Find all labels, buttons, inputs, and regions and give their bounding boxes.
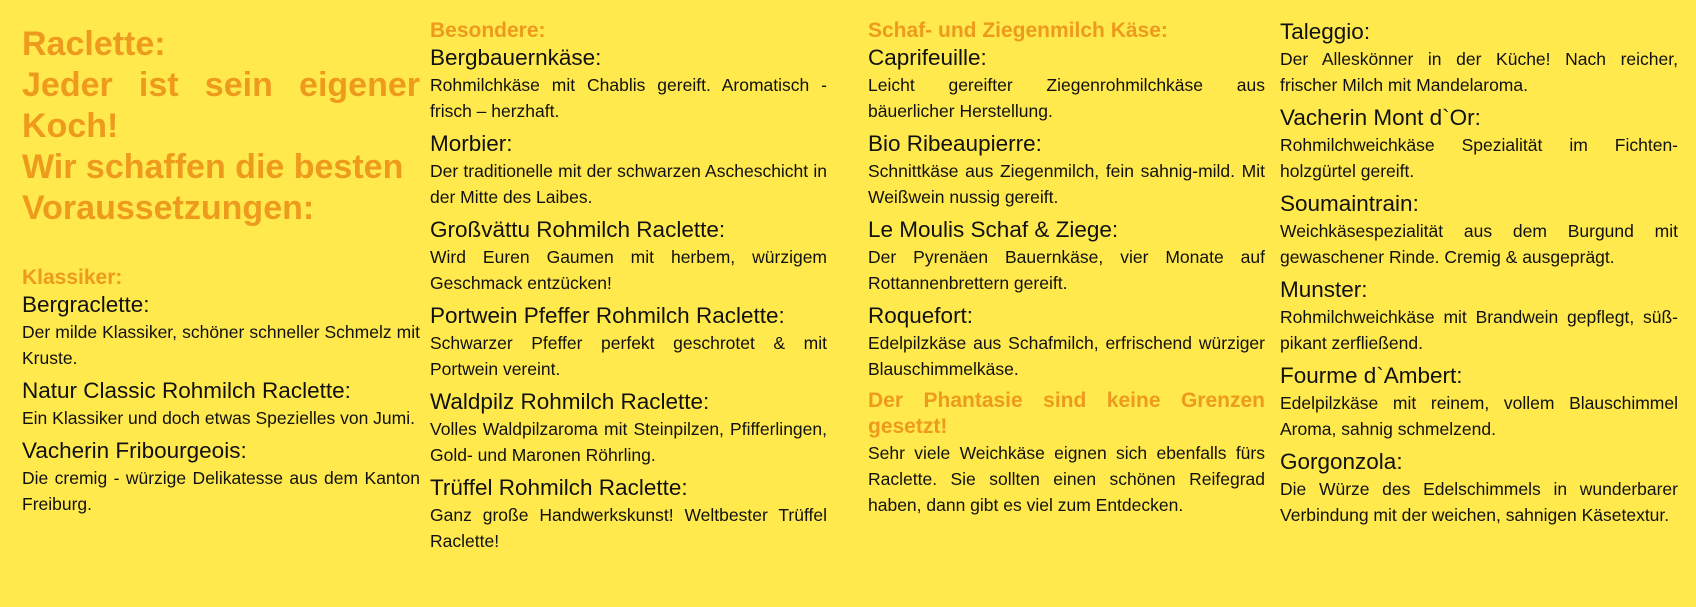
hero-line: Raclette: <box>22 25 166 63</box>
cheese-description: Edelpilzkäse aus Schafmilch, erfrischend würziger Blauschimmelkäse. <box>868 333 1265 379</box>
cheese-item <box>22 377 420 431</box>
cheese-name: Soumaintrain: <box>1280 191 1419 216</box>
cheese-item <box>868 302 1265 382</box>
cheese-description: Rohmilchkäse mit Chablis gereift. Aromatisch - frisch – herzhaft. <box>430 75 827 121</box>
cheese-item <box>1280 104 1678 184</box>
cheese-item <box>22 291 420 371</box>
cheese-name: Großvättu Rohmilch Raclette: <box>430 217 726 242</box>
hero-heading <box>22 24 420 229</box>
cheese-name: Munster: <box>1280 277 1368 302</box>
closing-text: Sehr viele Weichkäse eignen sich ebenfalls fürs Raclette. Sie sollten einen schönen Reifegrad haben, dann gibt es viel zum Entdecken. <box>868 443 1265 515</box>
cheese-item <box>868 216 1265 296</box>
cheese-name: Natur Classic Rohmilch Raclette: <box>22 378 351 403</box>
cheese-item <box>1280 448 1678 528</box>
column-schaf-ziegenmilch <box>868 18 1265 518</box>
cheese-item <box>430 302 827 382</box>
cheese-item <box>1280 362 1678 442</box>
cheese-description: Wird Euren Gaumen mit herbem, würzigem Geschmack entzücken! <box>430 247 827 293</box>
cheese-item <box>430 216 827 296</box>
cheese-description: Schnittkäse aus Ziegenmilch, fein sahnig-mild. Mit Weißwein nussig gereift. <box>868 161 1265 207</box>
section-heading: Schaf- und Ziegenmilch Käse: <box>868 19 1168 42</box>
cheese-name: Vacherin Fribourgeois: <box>22 438 247 463</box>
cheese-item <box>430 130 827 210</box>
cheese-description: Ein Klassiker und doch etwas Spezielles von Jumi. <box>22 408 415 428</box>
cheese-item <box>22 437 420 517</box>
cheese-description: Der Pyrenäen Bauernkäse, vier Monate auf Rottannenbrettern gereift. <box>868 247 1265 293</box>
cheese-item <box>1280 18 1678 98</box>
cheese-name: Vacherin Mont d`Or: <box>1280 105 1481 130</box>
cheese-description: Leicht gereifter Ziegenrohmilchkäse aus bäuerlicher Herstellung. <box>868 75 1265 121</box>
cheese-item <box>430 44 827 124</box>
section-heading: Klassiker: <box>22 266 123 289</box>
cheese-description: Der Alleskönner in der Küche! Nach reicher, frischer Milch mit Mandelaroma. <box>1280 49 1678 95</box>
column-klassiker <box>22 18 420 523</box>
cheese-description: Der milde Klassiker, schöner schneller Schmelz mit Kruste. <box>22 322 420 368</box>
cheese-item <box>868 130 1265 210</box>
cheese-name: Taleggio: <box>1280 19 1371 44</box>
cheese-item <box>868 44 1265 124</box>
section-heading: Besondere: <box>430 19 546 42</box>
cheese-name: Fourme d`Ambert: <box>1280 363 1463 388</box>
cheese-description: Edelpilzkäse mit reinem, vollem Blauschimmel Aroma, sahnig schmelzend. <box>1280 393 1678 439</box>
cheese-name: Bergraclette: <box>22 292 150 317</box>
cheese-description: Weichkäsespezialität aus dem Burgund mit gewaschener Rinde. Cremig & ausgeprägt. <box>1280 221 1678 267</box>
cheese-description: Volles Waldpilzaroma mit Steinpilzen, Pfifferlingen, Gold- und Maronen Röhrling. <box>430 419 827 465</box>
cheese-description: Rohmilchweichkäse Spezialität im Fichten-holzgürtel gereift. <box>1280 135 1678 181</box>
cheese-description: Ganz große Handwerkskunst! Weltbester Trüffel Raclette! <box>430 505 827 551</box>
cheese-name: Caprifeuille: <box>868 45 987 70</box>
hero-line: Voraussetzungen: <box>22 189 315 227</box>
cheese-description: Die Würze des Edelschimmels in wunderbarer Verbindung mit der weichen, sahnigen Käsetextur. <box>1280 479 1678 525</box>
cheese-item <box>1280 276 1678 356</box>
cheese-name: Portwein Pfeffer Rohmilch Raclette: <box>430 303 785 328</box>
cheese-name: Le Moulis Schaf & Ziege: <box>868 217 1119 242</box>
cheese-name: Gorgonzola: <box>1280 449 1403 474</box>
cheese-item <box>430 474 827 554</box>
cheese-name: Waldpilz Rohmilch Raclette: <box>430 389 710 414</box>
hero-line: Jeder ist sein eigener <box>22 66 420 104</box>
cheese-item <box>1280 190 1678 270</box>
column-besondere <box>430 18 827 560</box>
cheese-name: Trüffel Rohmilch Raclette: <box>430 475 688 500</box>
cheese-name: Bergbauernkäse: <box>430 45 602 70</box>
hero-line: Koch! <box>22 107 119 145</box>
cheese-description: Die cremig - würzige Delikatesse aus dem Kanton Freiburg. <box>22 468 420 514</box>
cheese-description: Der traditionelle mit der schwarzen Ascheschicht in der Mitte des Laibes. <box>430 161 827 207</box>
section-heading: Der Phantasie sind keine Grenzen gesetzt! <box>868 389 1265 438</box>
cheese-name: Bio Ribeaupierre: <box>868 131 1042 156</box>
cheese-description: Schwarzer Pfeffer perfekt geschrotet & mit Portwein vereint. <box>430 333 827 379</box>
hero-line: Wir schaffen die besten <box>22 148 404 186</box>
column-weichkaese <box>1280 18 1678 534</box>
cheese-name: Morbier: <box>430 131 513 156</box>
cheese-name: Roquefort: <box>868 303 974 328</box>
cheese-item <box>430 388 827 468</box>
cheese-description: Rohmilchweichkäse mit Brandwein gepflegt, süß- pikant zerfließend. <box>1280 307 1678 353</box>
